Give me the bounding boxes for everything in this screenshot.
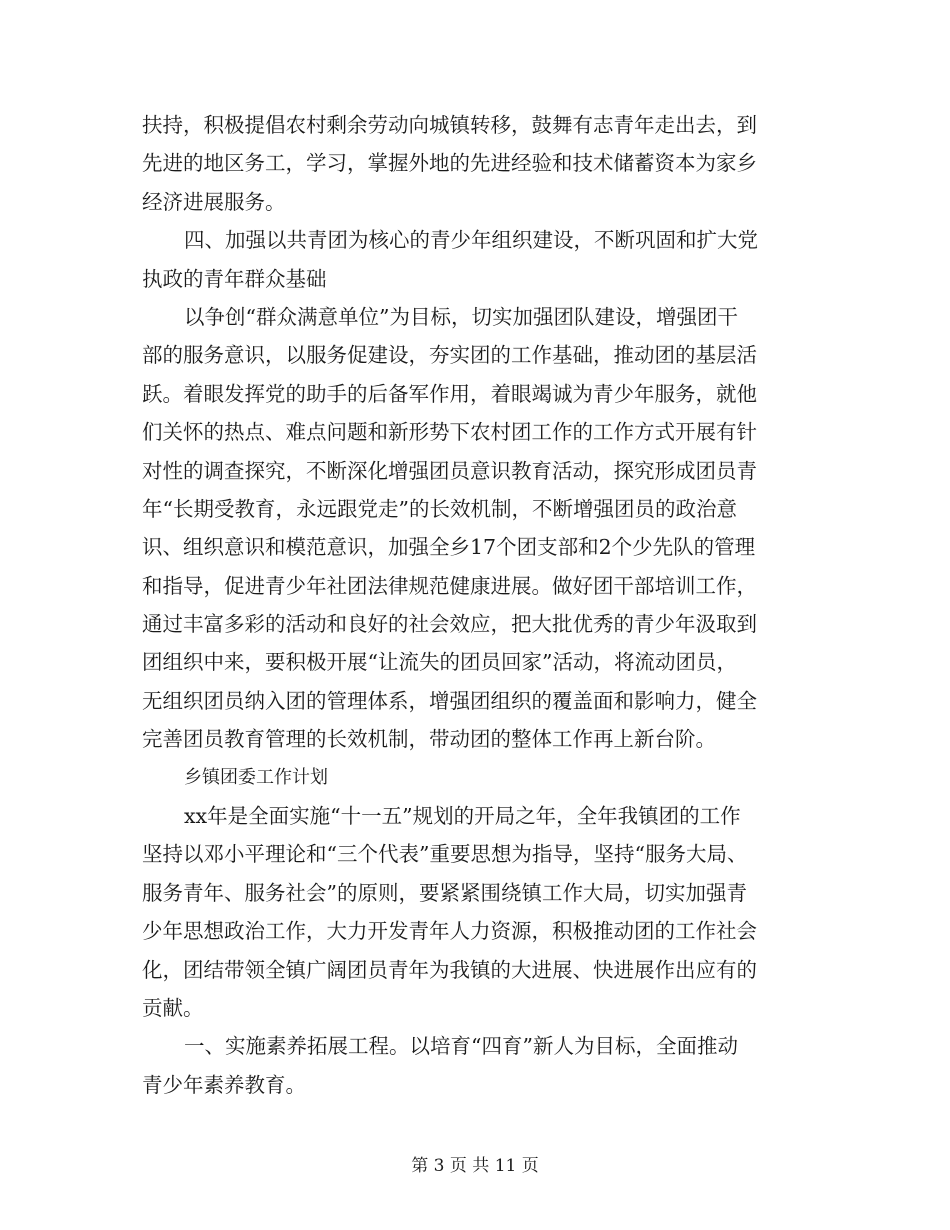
page-number-footer: 第 3 页 共 11 页 [411,1156,539,1176]
document-body [142,106,802,1104]
text-line: 青少年素养教育。 [142,1072,306,1097]
document-subtitle: 乡镇团委工作计划 [184,766,328,788]
text-line: 服务青年、服务社会”的原则，要紧紧围绕镇工作大局，切实加强青 [142,880,747,905]
text-line: xx年是全面实施“十一五”规划的开局之年，全年我镇团的工作 [184,804,741,829]
text-line: 年“长期受教育，永远跟党走”的长效机制，不断增强团员的政治意 [142,496,737,521]
section-heading: 四、加强以共青团为核心的青少年组织建设，不断巩固和扩大党 [184,228,758,253]
text-line: 少年思想政治工作，大力开发青年人力资源，积极推动团的工作社会 [142,919,757,944]
text-line: 和指导，促进青少年社团法律规范健康进展。做好团干部培训工作， [142,573,757,598]
text-line: 识、组织意识和模范意识，加强全乡17个团支部和2个少先队的管理 [142,535,756,560]
text-line: 通过丰富多彩的活动和良好的社会效应，把大批优秀的青少年汲取到 [142,612,757,637]
text-line: 坚持以邓小平理论和“三个代表”重要思想为指导，坚持“服务大局、 [142,842,748,867]
text-line: 经济进展服务。 [142,189,286,214]
text-line: 扶持，积极提倡农村剩余劳动向城镇转移，鼓舞有志青年走出去，到 [142,113,757,137]
text-line: 以争创“群众满意单位”为目标，切实加强团队建设，增强团干 [184,304,738,329]
text-line: 团组织中来，要积极开展“让流失的团员回家”活动，将流动团员， [142,650,737,675]
text-line: 化，团结带领全镇广阔团员青年为我镇的大进展、快进展作出应有的 [142,957,757,982]
text-line: 贡献。 [142,995,204,1020]
text-line: 对性的调查探究，不断深化增强团员意识教育活动，探究形成团员青 [142,458,757,483]
section-heading: 一、实施素养拓展工程。以培育“四育”新人为目标，全面推动 [184,1034,738,1059]
text-line: 们关怀的热点、难点问题和新形势下农村团工作的工作方式开展有针 [142,420,757,445]
text-line: 跃。着眼发挥党的助手的后备军作用，着眼竭诚为青少年服务，就他 [142,381,757,406]
section-heading-continued: 执政的青年群众基础 [142,266,327,291]
text-line: 无组织团员纳入团的管理体系，增强团组织的覆盖面和影响力，健全 [142,688,757,713]
text-line: 先进的地区务工，学习，掌握外地的先进经验和技术储蓄资本为家乡 [142,151,757,176]
text-line: 完善团员教育管理的长效机制，带动团的整体工作再上新台阶。 [142,727,716,752]
text-line: 部的服务意识，以服务促建设，夯实团的工作基础，推动团的基层活 [142,343,757,368]
